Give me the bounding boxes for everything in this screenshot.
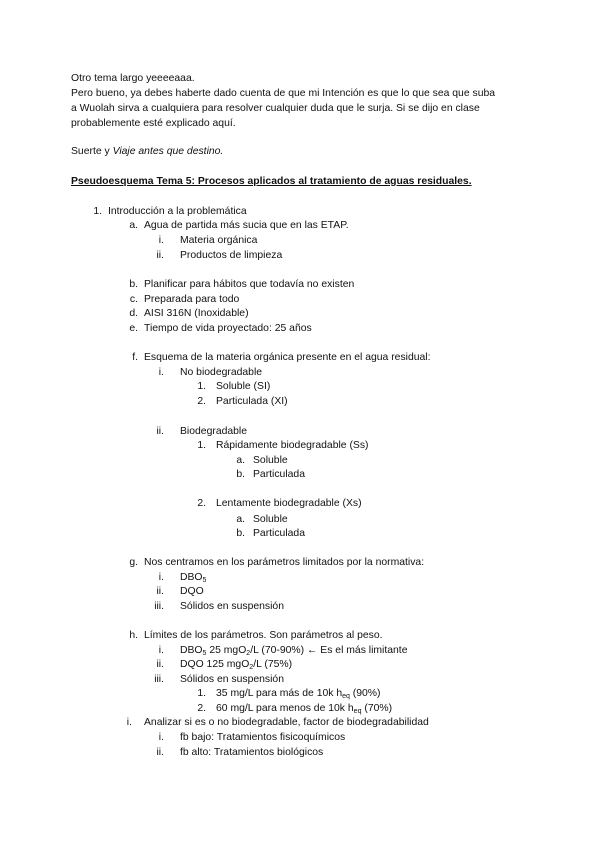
list-marker: a.	[129, 220, 138, 231]
list-marker: ii.	[156, 250, 164, 261]
list-item: Soluble	[253, 455, 288, 466]
luck-italic: Viaje antes que destino.	[112, 146, 224, 157]
list-marker: ii.	[156, 426, 164, 437]
list-item: Lentamente biodegradable (Xs)	[216, 498, 362, 509]
list-marker: d.	[129, 308, 138, 319]
list-item: Particulada	[253, 469, 305, 480]
list-marker: 1.	[197, 688, 206, 699]
list-item: Límites de los parámetros. Son parámetros al peso.	[144, 630, 383, 641]
list-item: DQO 125 mgO$_2$/L (75%)	[180, 659, 293, 671]
list-marker: ii.	[156, 747, 164, 758]
list-marker: b.	[129, 279, 138, 290]
list-marker: iii.	[154, 601, 164, 612]
list-item: Soluble (SI)	[216, 381, 271, 392]
intro-line-3: a Wuolah sirva a cualquiera para resolver cualquier duda que le surja. Si se dijo en clase	[71, 103, 480, 114]
list-marker: c.	[129, 294, 138, 305]
list-item: Analizar si es o no biodegradable, factor de biodegradabilidad	[144, 717, 429, 728]
list-marker: 2.	[197, 498, 206, 509]
list-item: Soluble	[253, 514, 288, 525]
list-item: Rápidamente biodegradable (Ss)	[216, 440, 369, 451]
list-marker: b.	[236, 469, 245, 480]
list-marker: h.	[129, 630, 138, 641]
list-item: Agua de partida más sucia que en las ETAP.	[144, 220, 349, 231]
list-marker: a.	[236, 455, 245, 466]
section-heading: Introducción a la problemática	[108, 206, 247, 217]
list-item: Planificar para hábitos que todavía no existen	[144, 279, 355, 290]
list-marker: f.	[132, 352, 138, 363]
intro-line-2: Pero bueno, ya debes haberte dado cuenta de que mi Intención es que lo que sea que suba	[71, 88, 496, 99]
list-marker: 2.	[197, 396, 206, 407]
list-marker: ii.	[156, 586, 164, 597]
list-item: Esquema de la materia orgánica presente en el agua residual:	[144, 352, 431, 363]
list-item: Preparada para todo	[144, 294, 240, 305]
list-item: 35 mg/L para más de 10k $h_{eq}$ (90%)	[216, 688, 381, 700]
list-item: Biodegradable	[180, 426, 248, 437]
list-item: DQO	[180, 586, 204, 597]
list-item: Materia orgánica	[180, 235, 258, 246]
emphasis-text: Es el más limitante	[320, 645, 408, 656]
list-item: fb bajo: Tratamientos fisicoquímicos	[180, 732, 346, 743]
list-marker: 1.	[93, 206, 102, 217]
list-marker: i.	[158, 645, 164, 656]
list-item: Particulada (XI)	[216, 396, 288, 407]
intro-line-1: Otro tema largo yeeeeaaa.	[71, 73, 195, 84]
list-marker: 1.	[197, 381, 206, 392]
list-item: $DBO_5$	[180, 572, 207, 584]
list-marker: ii.	[156, 659, 164, 670]
intro-line-4: probablemente esté explicado aquí.	[71, 118, 236, 129]
list-marker: b.	[236, 528, 245, 539]
list-item: $DBO_5$ 25 mgO$_2$/L (70-90%) ← Es el más limitante	[180, 645, 408, 657]
list-marker: i.	[158, 572, 164, 583]
list-item: 60 mg/L para menos de 10k $h_{eq}$ (70%)	[216, 703, 393, 715]
list-marker: a.	[236, 514, 245, 525]
list-marker: 1.	[197, 440, 206, 451]
list-marker: i.	[158, 732, 164, 743]
list-item: AISI 316N (Inoxidable)	[144, 308, 249, 319]
list-marker: g.	[129, 557, 138, 568]
list-item: Sólidos en suspensión	[180, 674, 284, 685]
luck-prefix: Suerte y	[71, 146, 113, 157]
list-item: Particulada	[253, 528, 305, 539]
page-title: Pseudoesquema Tema 5: Procesos aplicados al tratamiento de aguas residuales.	[71, 176, 472, 187]
list-item: Tiempo de vida proyectado: 25 años	[144, 323, 312, 334]
list-marker: i.	[126, 717, 132, 728]
list-marker: iii.	[154, 674, 164, 685]
list-marker: e.	[129, 323, 138, 334]
list-marker: i.	[158, 367, 164, 378]
luck-line	[71, 146, 223, 158]
list-item: Productos de limpieza	[180, 250, 283, 261]
list-item: No biodegradable	[180, 367, 263, 378]
list-item: fb alto: Tratamientos biológicos	[180, 747, 324, 758]
list-marker: i.	[158, 235, 164, 246]
list-marker: 2.	[197, 703, 206, 714]
list-item: Sólidos en suspensión	[180, 601, 284, 612]
list-item: Nos centramos en los parámetros limitados por la normativa:	[144, 557, 425, 568]
